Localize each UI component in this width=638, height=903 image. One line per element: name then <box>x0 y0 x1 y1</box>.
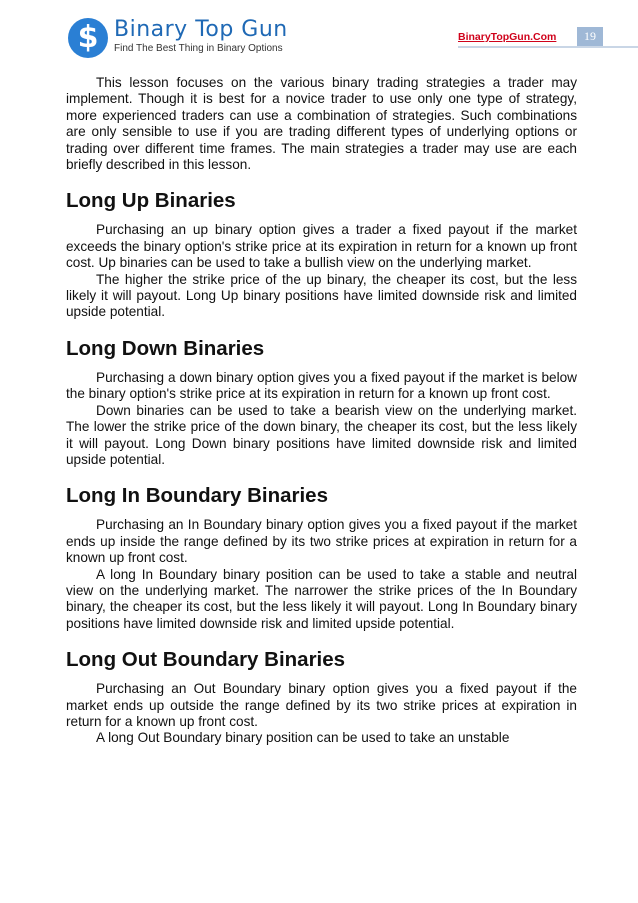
header-rule <box>458 46 638 48</box>
page-number: 19 <box>577 27 603 46</box>
logo-title: Binary Top Gun <box>114 17 288 42</box>
dollar-logo-icon: $ <box>68 18 108 58</box>
section-heading: Long Up Binaries <box>66 189 236 213</box>
section-paragraph: Down binaries can be used to take a bearish view on the underlying market. The lower the strike price of the down binary, the cheaper its cost, but the less likely it will payout. Long Down binary positions have limited downside risk and limited upside potential. <box>66 402 577 467</box>
section-heading: Long Out Boundary Binaries <box>66 648 346 672</box>
section-paragraph: Purchasing an In Boundary binary option gives you a fixed payout if the market ends up inside the range defined by its two strike prices at expiration in return for a known up front cost. <box>66 517 577 566</box>
logo-tagline: Find The Best Thing in Binary Options <box>114 43 283 54</box>
document-body <box>66 75 577 747</box>
section-paragraph: Purchasing a down binary option gives you a fixed payout if the market is below the binary option's strike price at its expiration in return for a known up front cost. <box>66 369 577 402</box>
section-paragraph: A long In Boundary binary position can be used to take a stable and neutral view on the underlying market. The narrower the strike prices of the In Boundary binary, the cheaper its cost, but the less likely it will payout. Long In Boundary binary positions have limited downside risk and limited upside potential. <box>66 566 577 631</box>
section-heading: Long In Boundary Binaries <box>66 484 328 508</box>
site-link[interactable]: BinaryTopGun.Com <box>458 31 557 43</box>
section-paragraph: The higher the strike price of the up binary, the cheaper its cost, but the less likely it will payout. Long Up binary positions have limited downside risk and limited upside potential. <box>66 271 577 320</box>
section-heading: Long Down Binaries <box>66 336 265 360</box>
section-paragraph: A long Out Boundary binary position can be used to take an unstable <box>96 730 510 746</box>
section-paragraph: Purchasing an up binary option gives a trader a fixed payout if the market exceeds the binary option's strike price at its expiration in return for a known up front cost. Up binaries can be used to take a bullish view on the underlying market. <box>66 222 577 271</box>
page-header <box>0 0 638 60</box>
section-paragraph: Purchasing an Out Boundary binary option gives you a fixed payout if the market ends up outside the range defined by its two strike prices at expiration in return for a known up front cost. <box>66 681 577 729</box>
intro-paragraph: This lesson focuses on the various binary trading strategies a trader may implement. Though it is best for a novice trader to use only one type of strategy, more experienced traders can use a combination of strategies. Such combinations are only sensible to use if you are trading different types of underlying options or trading over different time frames. The main strategies a trader may use are each briefly described in this lesson. <box>66 75 577 173</box>
